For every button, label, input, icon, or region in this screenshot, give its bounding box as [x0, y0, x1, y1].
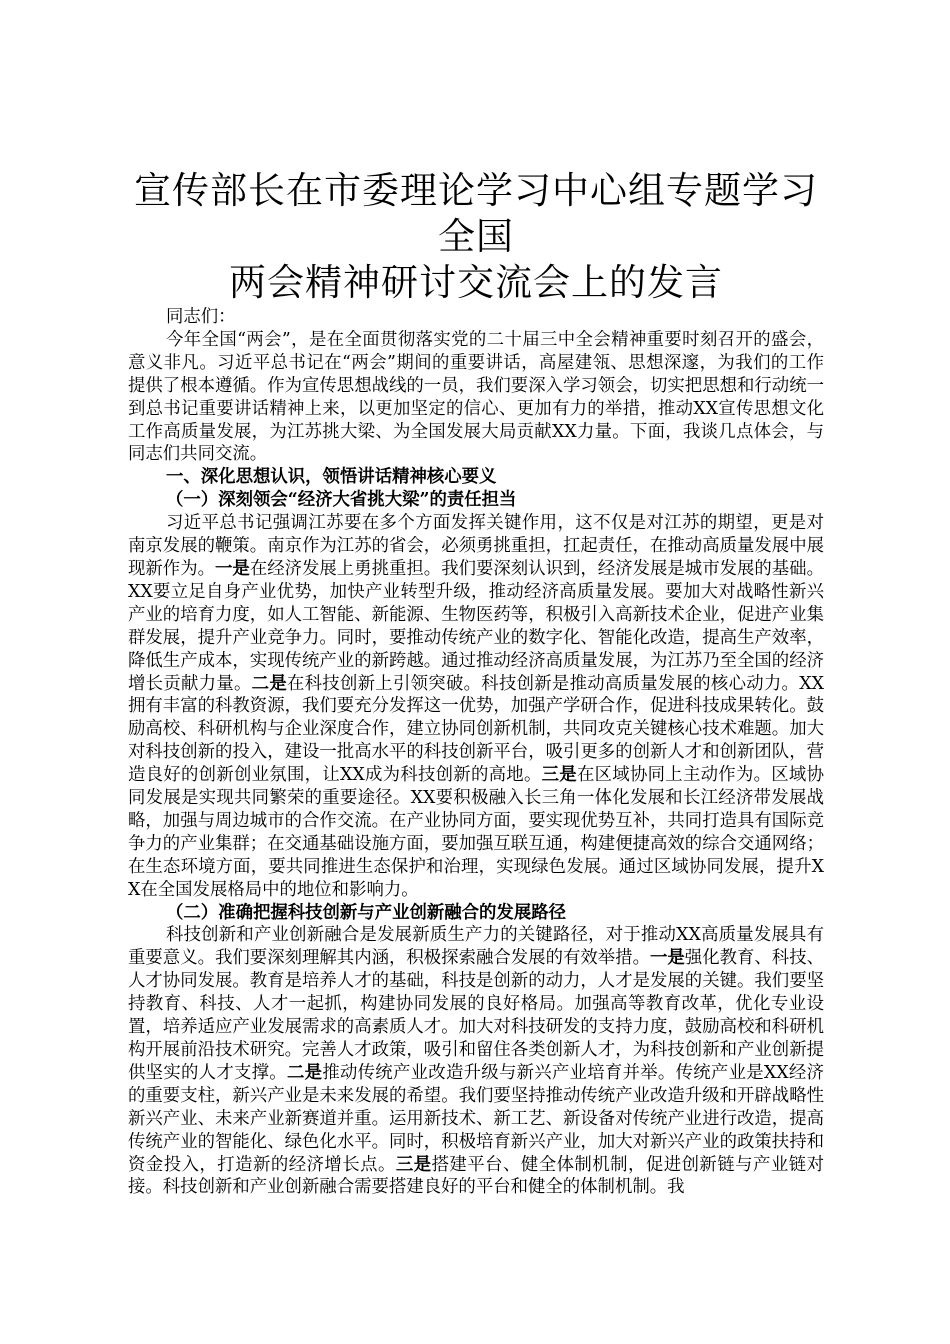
sub2-keyword-2: 二是 [286, 1062, 323, 1083]
sub2-text-3: 推动传统产业改造升级与新兴产业培育并举。传统产业是XX经济的重要支柱，新兴产业是未来发展的希望。我们要坚持推动传统产业改造升级和开辟战略性新兴产业、未来产业新赛道并重。运用新技术、新工艺、新设备对传统产业进行改造，提高传统产业的智能化、绿色化水平。同时，积极培育新兴产业，加大对新兴产业的政策扶持和资金投入，打造新的经济增长点。 [128, 1062, 824, 1175]
section-1-heading: 一、深化思想认识，领悟讲话精神核心要义 [166, 467, 497, 488]
title-line-1: 宣传部长在市委理论学习中心组专题学习全国 [134, 169, 818, 258]
sub2-keyword-1: 一是 [649, 948, 685, 969]
subsection-2-heading: （二）准确把握科技创新与产业创新融合的发展路径 [166, 902, 566, 923]
subsection-1-paragraph [128, 512, 824, 901]
sub1-keyword-1: 一是 [215, 558, 250, 579]
sub1-text-4: 在区域协同上主动作为。区域协同发展是实现共同繁荣的重要途径。XX要积极融入长三角一体化发展和长江经济带发展战略，加强与周边城市的合作交流。在产业协同方面，要实现优势互补，共同打造具有国际竞争力的产业集群；在交通基础设施方面，要加强互联互通，构建便捷高效的综合交通网络；在生态环境方面，要共同推进生态保护和治理，实现绿色发展。通过区域协同发展，提升XX在全国发展格局中的地位和影响力。 [128, 765, 824, 900]
sub1-text-3: 在科技创新上引领突破。科技创新是推动高质量发展的核心动力。XX拥有丰富的科教资源，我们要充分发挥这一优势，加强产学研合作，促进科技成果转化。鼓励高校、科研机构与企业深度合作，建立协同创新机制，共同攻克关键核心技术难题。加大对科技创新的投入，建设一批高水平的科技创新平台，吸引更多的创新人才和创新团队，营造良好的创新创业氛围，让XX成为科技创新的高地。 [128, 673, 824, 786]
intro-paragraph: 今年全国“两会”，是在全面贯彻落实党的二十届三中全会精神重要时刻召开的盛会，意义非凡。习近平总书记在“两会”期间的重要讲话，高屋建瓴、思想深邃，为我们的工作提供了根本遵循。作为宣传思想战线的一员，我们要深入学习领会，切实把思想和行动统一到总书记重要讲话精神上来，以更加坚定的信心、更加有力的举措，推动XX宣传思想文化工作高质量发展，为江苏挑大梁、为全国发展大局贡献XX力量。下面，我谈几点体会，与同志们共同交流。 [128, 329, 824, 465]
document-body [128, 168, 824, 1199]
document-title [128, 168, 824, 306]
title-line-2: 两会精神研讨交流会上的发言 [229, 261, 723, 304]
sub1-text-2: 在经济发展上勇挑重担。我们要深刻认识到，经济发展是城市发展的基础。XX要立足自身产业优势，加快产业转型升级，推动经济高质量发展。要加大对战略性新兴产业的培育力度，如人工智能、新能源、生物医药等，积极引入高新技术企业，促进产业集群发展，提升产业竞争力。同时，要推动传统产业的数字化、智能化改造，提高生产效率，降低生产成本，实现传统产业的新跨越。通过推动经济高质量发展，为江苏乃至全国的经济增长贡献力量。 [128, 558, 824, 694]
greeting: 同志们： [166, 307, 236, 327]
sub2-text-2: 强化教育、科技、人才协同发展。教育是培养人才的基础，科技是创新的动力，人才是发展的关键。我们要坚持教育、科技、人才一起抓，构建协同发展的良好格局。加强高等教育改革，优化专业设置，培养适应产业发展需求的高素质人才。加大对科技研发的支持力度，鼓励高校和科研机构开展前沿技术研究。完善人才政策，吸引和留住各类创新人才，为科技创新和产业创新提供坚实的人才支撑。 [128, 948, 824, 1083]
subsection-1-heading: （一）深刻领会“经济大省挑大梁”的责任担当 [166, 490, 517, 511]
sub2-text-1: 科技创新和产业创新融合是发展新质生产力的关键路径，对于推动XX高质量发展具有重要意义。我们要深刻理解其内涵，积极探索融合发展的有效举措。 [128, 925, 824, 969]
sub1-keyword-3: 三是 [541, 765, 577, 786]
sub2-keyword-3: 三是 [395, 1154, 432, 1175]
sub2-text-4: 搭建平台、健全体制机制，促进创新链与产业链对接。科技创新和产业创新融合需要搭建良好的平台和健全的体制机制。我 [128, 1154, 824, 1198]
sub1-text-1: 习近平总书记强调江苏要在多个方面发挥关键作用，这不仅是对江苏的期望，更是对南京发展的鞭策。南京作为江苏的省会，必须勇挑重担，扛起责任，在推动高质量发展中展现新作为。 [128, 513, 824, 579]
subsection-2-paragraph [128, 924, 824, 1199]
sub1-keyword-2: 二是 [251, 673, 287, 694]
